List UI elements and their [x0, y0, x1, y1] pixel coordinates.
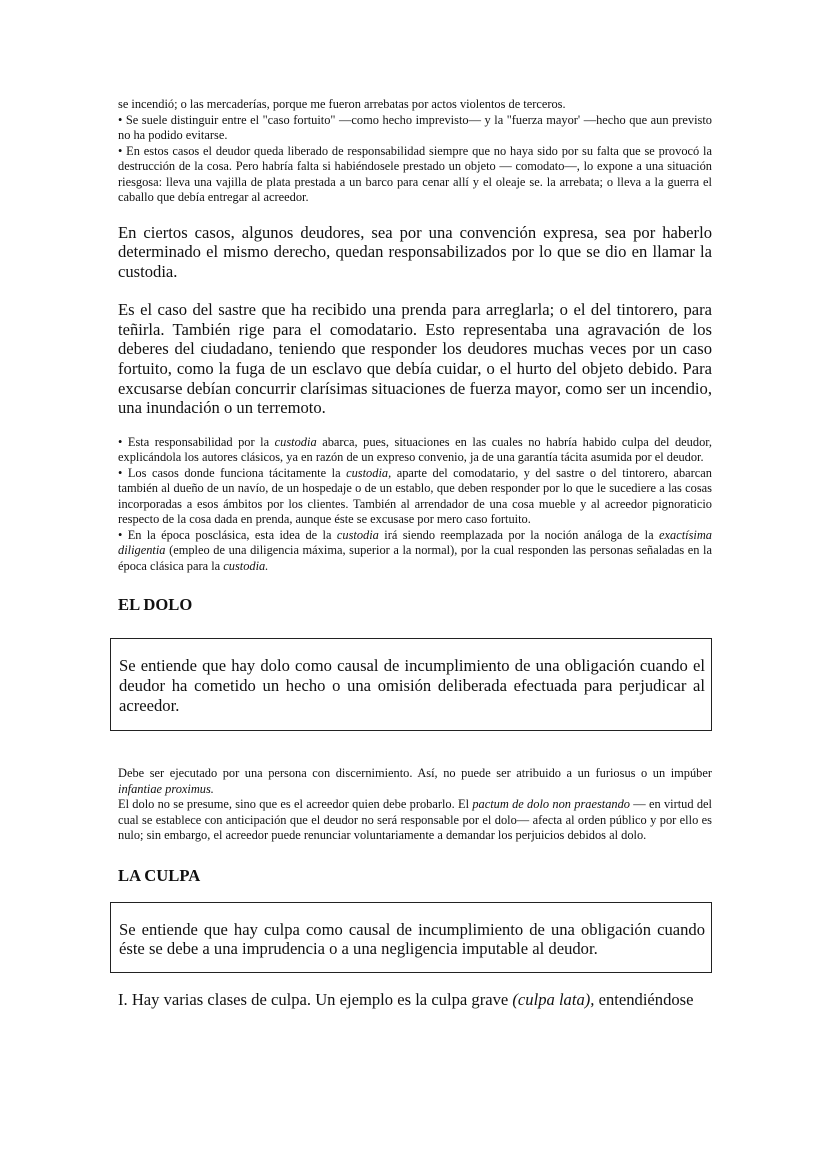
text-run: El dolo no se presume, sino que es el acreedor quien debe probarlo. El	[118, 797, 473, 812]
paragraph-sastre	[118, 300, 712, 418]
note-bullet-liberado: • En estos casos el deudor queda liberado de responsabilidad siempre que no haya sido por su falta que se provocó la destrucción de la cosa. Pero habría falta si habiéndosele prestado un objeto — comodato—, lo expone a una situación riesgosa: lleva una vajilla de plata prestada a un barco para cenar allí y el oleaje se. la arrebata; o lleva a la guerra el caballo que debía entregar al acreedor.	[118, 143, 712, 204]
note-bullet-responsabilidad	[118, 435, 712, 466]
paragraph-custodia-intro	[118, 223, 712, 282]
italic-term: pactum de dolo non praestando	[472, 797, 631, 812]
italic-term: custodia	[336, 527, 379, 542]
text-run: irá siendo reemplazada por la noción análoga de la	[378, 527, 659, 542]
text-run: (empleo de una diligencia máxima, superior a la normal), por la cual responden las personas señaladas en la época clásica para la	[118, 543, 712, 573]
section-heading-culpa: LA CULPA	[118, 865, 201, 885]
definition-box-dolo	[110, 638, 712, 731]
text-run: • En la época posclásica, esta idea de la	[118, 527, 337, 542]
note-discernimiento	[118, 766, 712, 797]
paragraph-text: Es el caso del sastre que ha recibido una prenda para arreglarla; o el del tintorero, para teñirla. También rige para el comodatario. Esto representaba una agravación de los deberes del ciudadano, teniendo que responder los deudores muchas veces por un caso fortuito, como la fuga de un esclavo que debía cuidar, o el hurto del objeto debido. Para excusarse debían concurrir clarísimas situaciones de fuerza mayor, como ser un incendio, una inundación o un terremoto.	[118, 300, 712, 418]
note-line: se incendió; o las mercaderías, porque me fueron arrebatas por actos violentos de terceros.	[118, 97, 566, 111]
text-run: entendiéndose	[594, 989, 694, 1009]
definition-text: Se entiende que hay culpa como causal de incumplimiento de una obligación cuando éste se debe a una imprudencia o a una negligencia imputable al deudor.	[119, 919, 705, 959]
text-run: • Los casos donde funciona tácitamente la	[118, 465, 347, 480]
text-run: • Esta responsabilidad por la	[118, 434, 275, 449]
italic-term: exactísima diligentia	[118, 527, 712, 558]
paragraph-text: En ciertos casos, algunos deudores, sea por una convención expresa, sea por haberlo determinado el mismo derecho, quedan responsabilizados por lo que se dio en llamar la custodia.	[118, 222, 712, 281]
italic-term: infantiae proximus.	[118, 781, 214, 796]
italic-term: (culpa lata),	[512, 989, 595, 1009]
text-run: — en virtud del cual se establece con anticipación que el deudor no será responsable por el dolo— afecta al orden público y por ello es nulo; sin embargo, el acreedor puede renunciar voluntariamente a demandar los perjuicios debidos al dolo.	[118, 797, 712, 843]
text-run: I. Hay varias clases de culpa. Un ejemplo es la culpa grave	[118, 989, 513, 1009]
note-bullet-caso-fortuito: • Se suele distinguir entre el "caso fortuito" —como hecho imprevisto— y la "fuerza mayor' —hecho que aun previsto no ha podido evitarse.	[118, 112, 712, 142]
italic-term: custodia,	[346, 465, 392, 480]
italic-term: custodia	[274, 434, 317, 449]
text-run: aparte del comodatario, y del sastre o del tintorero, abarcan también al dueño de un navío, de un hospedaje o de un establo, que deben responder por lo que le sucediere a las cosas incorporadas a esos ámbitos por los clientes. También al arrendador de una cosa mueble y al acreedor pignoraticio respecto de la cosa dada en prenda, aunque éste se excusase por mero caso fortuito.	[118, 465, 712, 527]
custodia-notes	[118, 435, 712, 575]
text-run: Debe ser ejecutado por una persona con discernimiento. Así, no puede ser atribuido a un furiosus o un impúber	[118, 766, 712, 781]
dolo-notes	[118, 766, 712, 844]
document-page	[118, 97, 712, 1009]
top-notes	[118, 97, 712, 206]
definition-text: Se entiende que hay dolo como causal de incumplimiento de una obligación cuando el deudor ha cometido un hecho o una omisión deliberada efectuada para perjudicar al acreedor.	[119, 656, 705, 715]
list-item	[118, 990, 712, 1010]
definition-box-culpa	[110, 902, 712, 973]
italic-term: custodia.	[223, 558, 269, 573]
section-heading-dolo: EL DOLO	[118, 595, 193, 615]
note-bullet-casos	[118, 466, 712, 528]
paragraph-clases-culpa	[118, 990, 712, 1010]
note-bullet-posclasica	[118, 528, 712, 575]
text-run: abarca, pues, situaciones en las cuales no habría habido culpa del deudor, explicándola los autores clásicos, ya en razón de un expreso convenio, ja de una garantía tácita asumida por el deudor.	[118, 434, 712, 465]
note-no-presume	[118, 797, 712, 844]
